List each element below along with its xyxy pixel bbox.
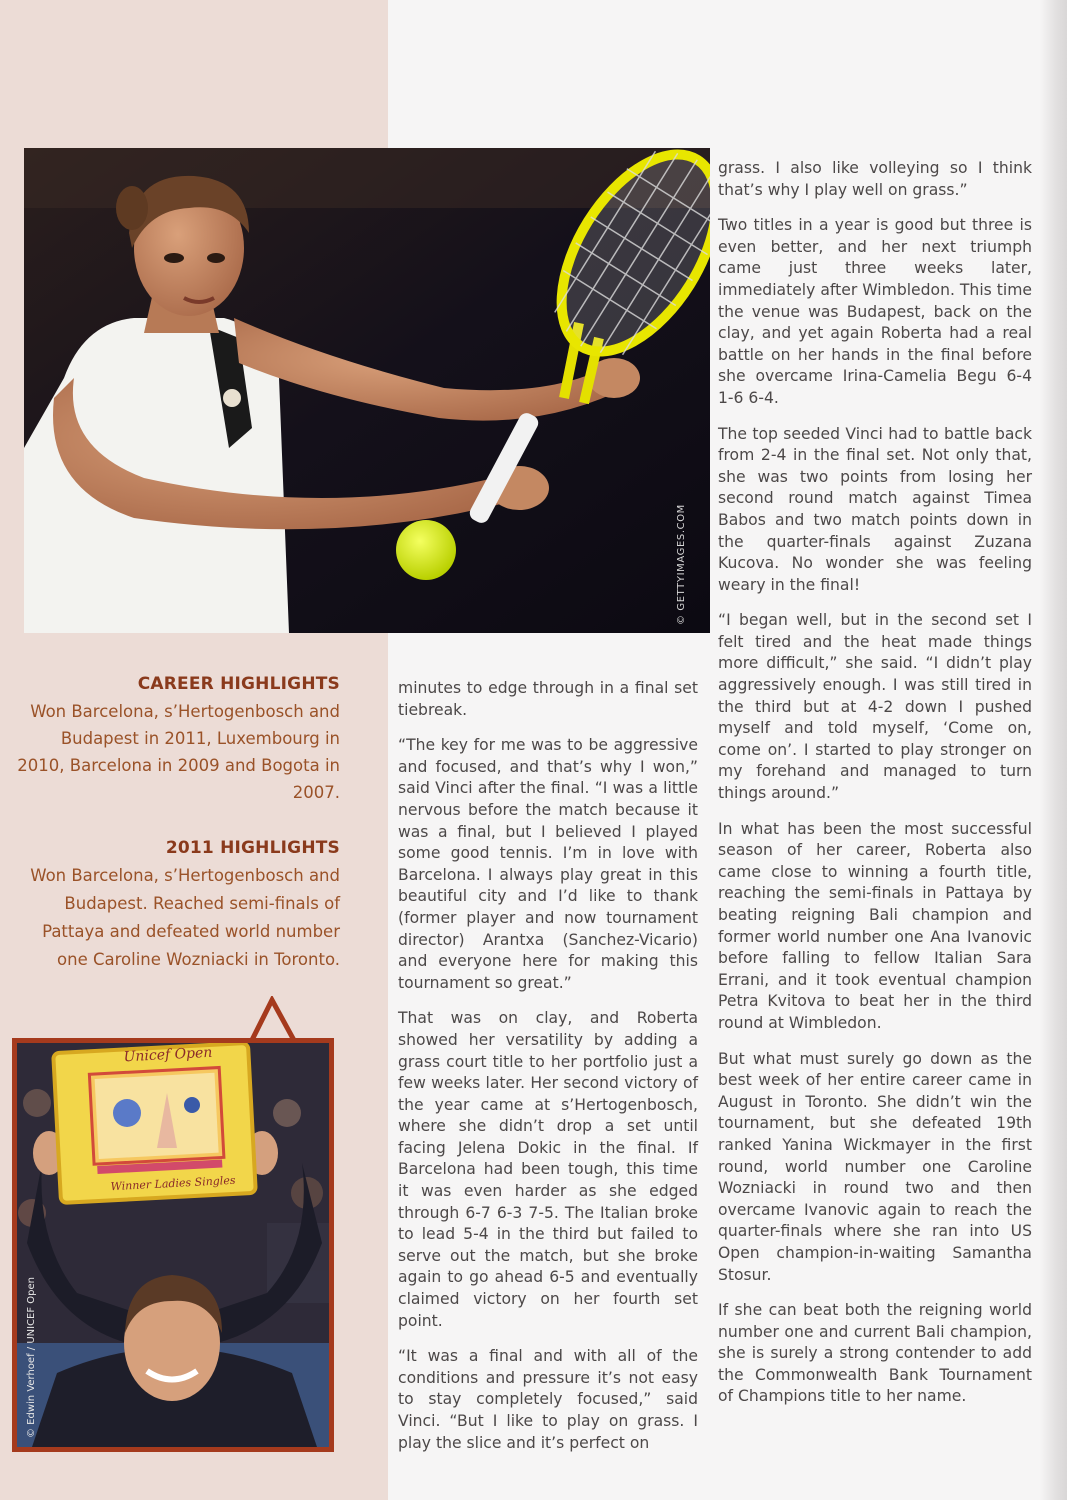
article-paragraph: minutes to edge through in a final set tiebreak. <box>398 679 698 719</box>
photo-credit-unicef: © Edwin Verhoef / UNICEF Open <box>26 1276 37 1438</box>
trophy-photo <box>17 1043 329 1447</box>
article-paragraph: That was on clay, and Roberta showed her versatility by adding a grass court title to her portfolio just a few weeks later. Her second victory of the year came at s’Hertogenbosch, where she didn’t drop a set until facing Jelena Dokic in the final. If Barcelona had been tough, this time it was even harder as she edged through 6-7 6-3 7-5. The Italian broke to lead 5-4 in the third but failed to serve out the match, but she broke again to go ahead 6-5 and eventually claimed victory on her fourth set point. <box>398 1009 698 1330</box>
highlights-2011-text: Won Barcelona, s’Hertogenbosch and Budapest. Reached semi-finals of Pattaya and defeated world number one Caroline Wozniacki in Toronto. <box>30 866 340 969</box>
highlights-2011-box <box>10 838 340 974</box>
career-highlights-box <box>10 674 340 806</box>
trophy-bottom-text: Winner Ladies Singles <box>110 1173 236 1194</box>
trophy-top-text: Unicef Open <box>123 1044 213 1066</box>
article-paragraph: “It was a final and with all of the conditions and pressure it’s not easy to stay completely focused,” said Vinci. “But I like to play on grass. I play the slice and it’s perfect on <box>398 1347 698 1452</box>
callout-pointer <box>246 996 306 1044</box>
article-column-1 <box>398 678 698 1468</box>
article-paragraph: grass. I also like volleying so I think that’s why I play well on grass.” <box>718 159 1032 199</box>
article-paragraph: But what must surely go down as the best week of her entire career came in August in Toronto. She didn’t win the tournament, but she defeated 19th ranked Yanina Wickmayer in the first round, world number one Caroline Wozniacki in round two and then overcame Ivanovic again to reach the quarter-finals where she ran into US Open champion-in-waiting Samantha Stosur. <box>718 1049 1032 1284</box>
article-paragraph: Two titles in a year is good but three is even better, and her next triumph came just three weeks later, immediately after Wimbledon. This time the venue was Budapest, back on the clay, and yet again Roberta had a real battle on her hands in the final before she overcame Irina-Camelia Begu 6-4 1-6 6-4. <box>718 216 1032 407</box>
photo-credit-gettyimages: © GETTYIMAGES.COM <box>676 504 687 625</box>
trophy-photo-frame <box>12 1038 334 1452</box>
main-photo-tennis-backhand <box>24 148 710 633</box>
page-edge-shadow <box>1040 0 1067 1500</box>
article-paragraph: “The key for me was to be aggressive and focused, and that’s why I won,” said Vinci after the final. “I was a little nervous before the match because it was a final, but I believed I played some good tennis. I’m in love with Barcelona. I always play great in this beautiful city and I’d like to thank (former player and now tournament director) Arantxa (Sanchez-Vicario) and everyone here for making this tournament so great.” <box>398 736 698 992</box>
article-column-2 <box>718 158 1032 1422</box>
article-paragraph: “I began well, but in the second set I felt tired and the heat made things more difficult,” she said. “I didn’t play aggressively enough. I was still tired in the third but at 4-2 down I pushed myself and told myself, ‘Come on, come on’. I started to play stronger on my forehand and managed to turn things around.” <box>718 611 1032 803</box>
article-paragraph: In what has been the most successful season of her career, Roberta also came close to winning a fourth title, reaching the semi-finals in Pattaya by beating reigning Bali champion and former world number one Ana Ivanovic before falling to fellow Italian Sara Errani, and it took eventual champion Petra Kvitova to beat her in the third round at Wimbledon. <box>718 819 1032 1032</box>
highlights-2011-title: 2011 HIGHLIGHTS <box>165 838 340 858</box>
article-paragraph: The top seeded Vinci had to battle back from 2-4 in the final set. Not only that, she was two points from losing her second round match against Timea Babos and two match points down in the quarter-finals against Zuzana Kucova. No wonder she was feeling weary in the final! <box>718 424 1032 594</box>
career-highlights-title: CAREER HIGHLIGHTS <box>137 674 340 694</box>
article-paragraph: If she can beat both the reigning world number one and current Bali champion, she is surely a strong contender to add the Commonwealth Bank Tournament of Champions title to her name. <box>718 1301 1032 1406</box>
career-highlights-text: Won Barcelona, s’Hertogenbosch and Budapest in 2011, Luxembourg in 2010, Barcelona in 2009 and Bogota in 2007. <box>17 702 340 802</box>
